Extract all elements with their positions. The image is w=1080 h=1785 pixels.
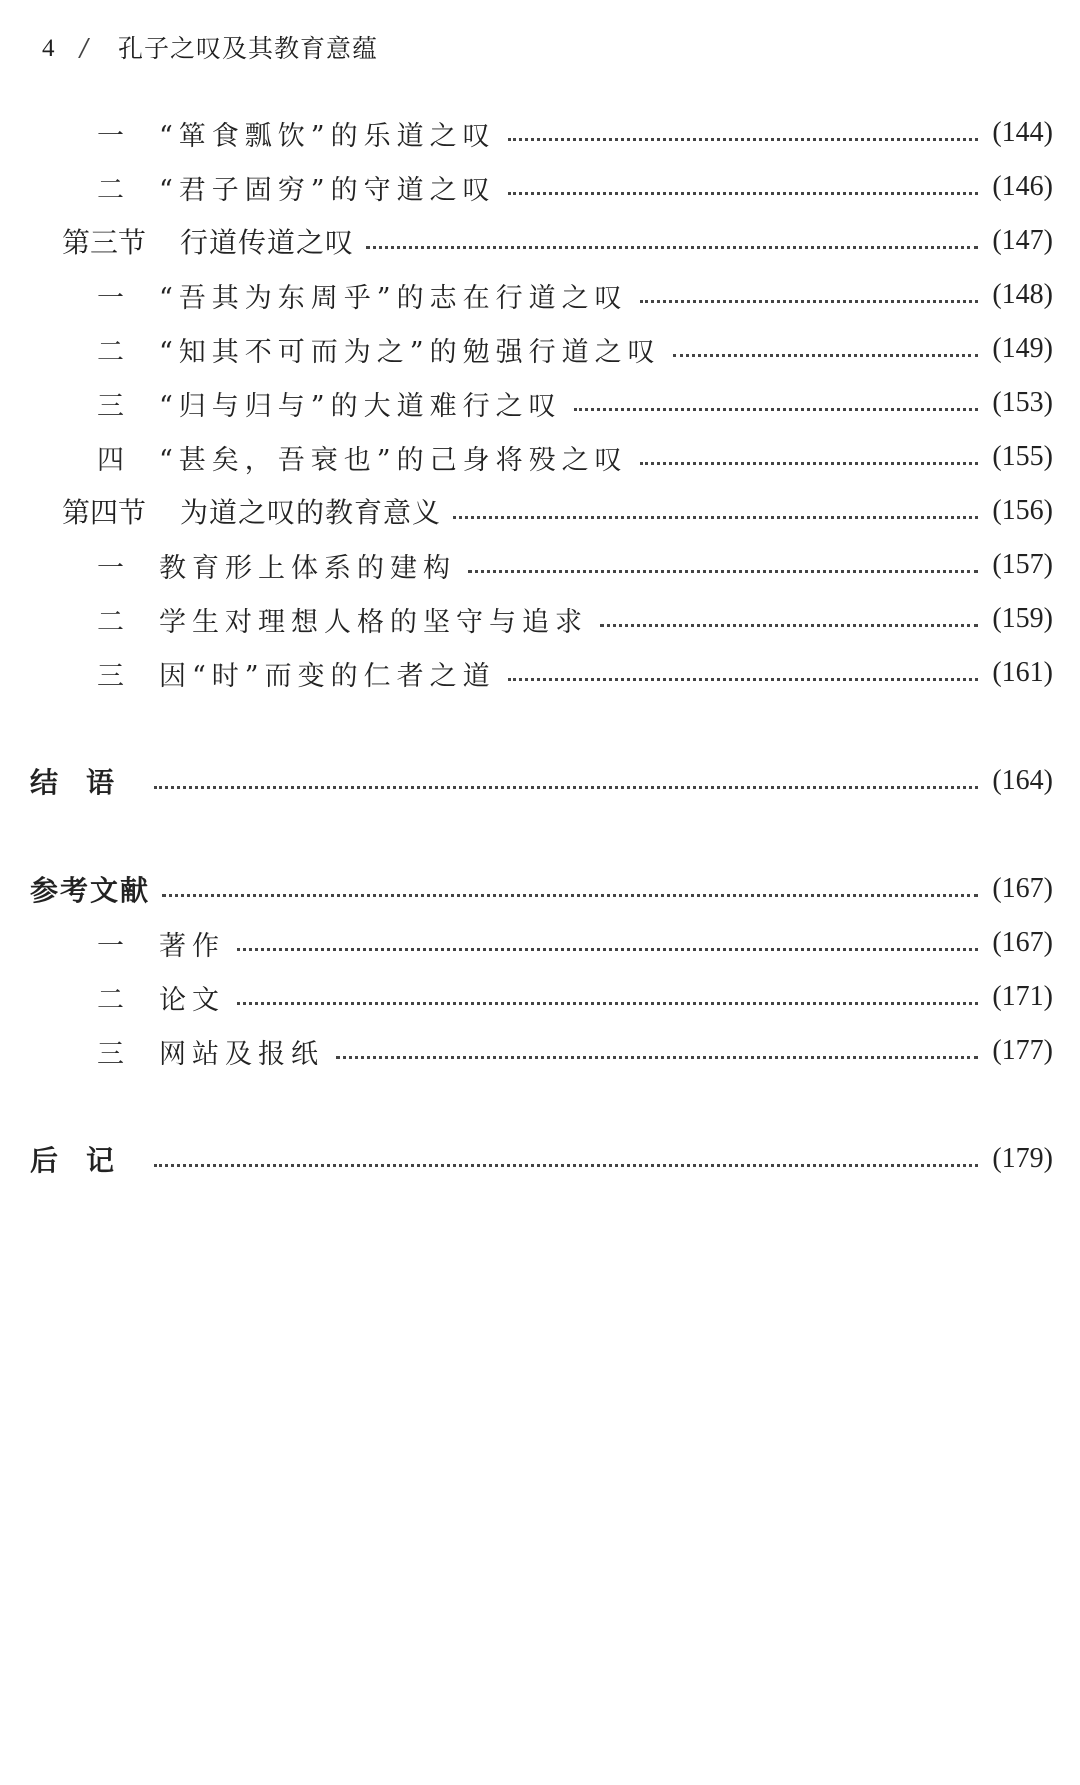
toc-entry[interactable] bbox=[0, 376, 1080, 430]
toc-entry[interactable] bbox=[0, 268, 1080, 322]
toc-entry-ordinal: 一 bbox=[97, 552, 124, 584]
toc-entry-title: 著作 bbox=[159, 930, 225, 962]
spacer bbox=[0, 808, 1080, 862]
toc-entry-ordinal: 二 bbox=[97, 174, 124, 206]
toc-entry-title: 网站及报纸 bbox=[159, 1038, 324, 1070]
toc-entry-title: “箪食瓢饮”的乐道之叹 bbox=[159, 120, 496, 152]
toc-entry[interactable] bbox=[0, 160, 1080, 214]
toc-entry-title: 学生对理想人格的坚守与追求 bbox=[159, 606, 588, 638]
dot-leader bbox=[673, 354, 979, 357]
toc-entry[interactable] bbox=[0, 970, 1080, 1024]
toc-entry-ordinal: 一 bbox=[97, 120, 124, 152]
chapter-title: 结语 bbox=[30, 766, 143, 799]
dot-leader bbox=[237, 1002, 978, 1005]
toc-section-3[interactable] bbox=[0, 214, 1080, 268]
chapter-title: 后记 bbox=[30, 1144, 143, 1177]
dot-leader bbox=[366, 246, 978, 249]
toc-entry[interactable] bbox=[0, 106, 1080, 160]
dot-leader bbox=[508, 192, 979, 195]
toc-references[interactable] bbox=[0, 862, 1080, 916]
spacer bbox=[0, 700, 1080, 754]
toc-entry-ordinal: 二 bbox=[97, 336, 124, 368]
toc-entry-ordinal: 三 bbox=[97, 660, 124, 692]
toc-entry-page: (146) bbox=[992, 171, 1053, 202]
dot-leader bbox=[336, 1056, 978, 1059]
toc-entry[interactable] bbox=[0, 1024, 1080, 1078]
toc-entry-ordinal: 三 bbox=[97, 390, 124, 422]
toc-entry-page: (157) bbox=[992, 549, 1053, 580]
toc-entry-page: (155) bbox=[992, 441, 1053, 472]
toc-entry[interactable] bbox=[0, 322, 1080, 376]
toc-entry-title: “知其不可而为之”的勉强行道之叹 bbox=[159, 336, 661, 368]
dot-leader bbox=[600, 624, 978, 627]
dot-leader bbox=[154, 1164, 978, 1167]
dot-leader bbox=[453, 516, 978, 519]
running-header bbox=[42, 28, 378, 68]
chapter-page: (164) bbox=[992, 765, 1053, 796]
toc-entry-page: (148) bbox=[992, 279, 1053, 310]
dot-leader bbox=[508, 138, 979, 141]
dot-leader bbox=[154, 786, 978, 789]
table-of-contents bbox=[0, 106, 1080, 1186]
toc-entry[interactable] bbox=[0, 646, 1080, 700]
dot-leader bbox=[640, 462, 979, 465]
toc-entry-page: (153) bbox=[992, 387, 1053, 418]
toc-entry-page: (149) bbox=[992, 333, 1053, 364]
book-title: 孔子之叹及其教育意蕴 bbox=[118, 33, 379, 63]
section-page: (147) bbox=[992, 225, 1053, 256]
toc-postscript[interactable] bbox=[0, 1132, 1080, 1186]
dot-leader bbox=[640, 300, 979, 303]
dot-leader bbox=[468, 570, 978, 573]
section-number: 第三节 bbox=[62, 226, 147, 259]
toc-entry-title: “归与归与”的大道难行之叹 bbox=[159, 390, 562, 422]
toc-entry-page: (171) bbox=[992, 981, 1053, 1012]
chapter-page: (167) bbox=[992, 873, 1053, 904]
toc-entry[interactable] bbox=[0, 430, 1080, 484]
toc-entry[interactable] bbox=[0, 538, 1080, 592]
toc-entry[interactable] bbox=[0, 592, 1080, 646]
header-separator: / bbox=[80, 34, 89, 62]
toc-entry-ordinal: 一 bbox=[97, 282, 124, 314]
dot-leader bbox=[237, 948, 978, 951]
toc-entry-page: (177) bbox=[992, 1035, 1053, 1066]
dot-leader bbox=[162, 894, 978, 897]
toc-entry-page: (161) bbox=[992, 657, 1053, 688]
toc-conclusion[interactable] bbox=[0, 754, 1080, 808]
toc-entry[interactable] bbox=[0, 916, 1080, 970]
section-title: 为道之叹的教育意义 bbox=[180, 496, 442, 529]
section-page: (156) bbox=[992, 495, 1053, 526]
toc-entry-ordinal: 三 bbox=[97, 1038, 124, 1070]
toc-entry-title: “甚矣，吾衰也”的己身将殁之叹 bbox=[159, 444, 628, 476]
dot-leader bbox=[574, 408, 979, 411]
toc-entry-title: 论文 bbox=[159, 984, 225, 1016]
toc-entry-ordinal: 二 bbox=[97, 606, 124, 638]
toc-entry-page: (167) bbox=[992, 927, 1053, 958]
dot-leader bbox=[508, 678, 979, 681]
toc-entry-title: “君子固穷”的守道之叹 bbox=[159, 174, 496, 206]
section-number: 第四节 bbox=[62, 496, 147, 529]
chapter-page: (179) bbox=[992, 1143, 1053, 1174]
toc-entry-title: “吾其为东周乎”的志在行道之叹 bbox=[159, 282, 628, 314]
toc-entry-title: 因“时”而变的仁者之道 bbox=[159, 660, 496, 692]
toc-entry-ordinal: 二 bbox=[97, 984, 124, 1016]
toc-entry-page: (144) bbox=[992, 117, 1053, 148]
spacer bbox=[0, 1078, 1080, 1132]
toc-entry-page: (159) bbox=[992, 603, 1053, 634]
toc-entry-ordinal: 四 bbox=[97, 444, 124, 476]
toc-entry-ordinal: 一 bbox=[97, 930, 124, 962]
toc-section-4[interactable] bbox=[0, 484, 1080, 538]
chapter-title: 参考文献 bbox=[30, 874, 151, 907]
page-number: 4 bbox=[42, 34, 55, 62]
toc-entry-title: 教育形上体系的建构 bbox=[159, 552, 456, 584]
section-title: 行道传道之叹 bbox=[180, 226, 355, 259]
